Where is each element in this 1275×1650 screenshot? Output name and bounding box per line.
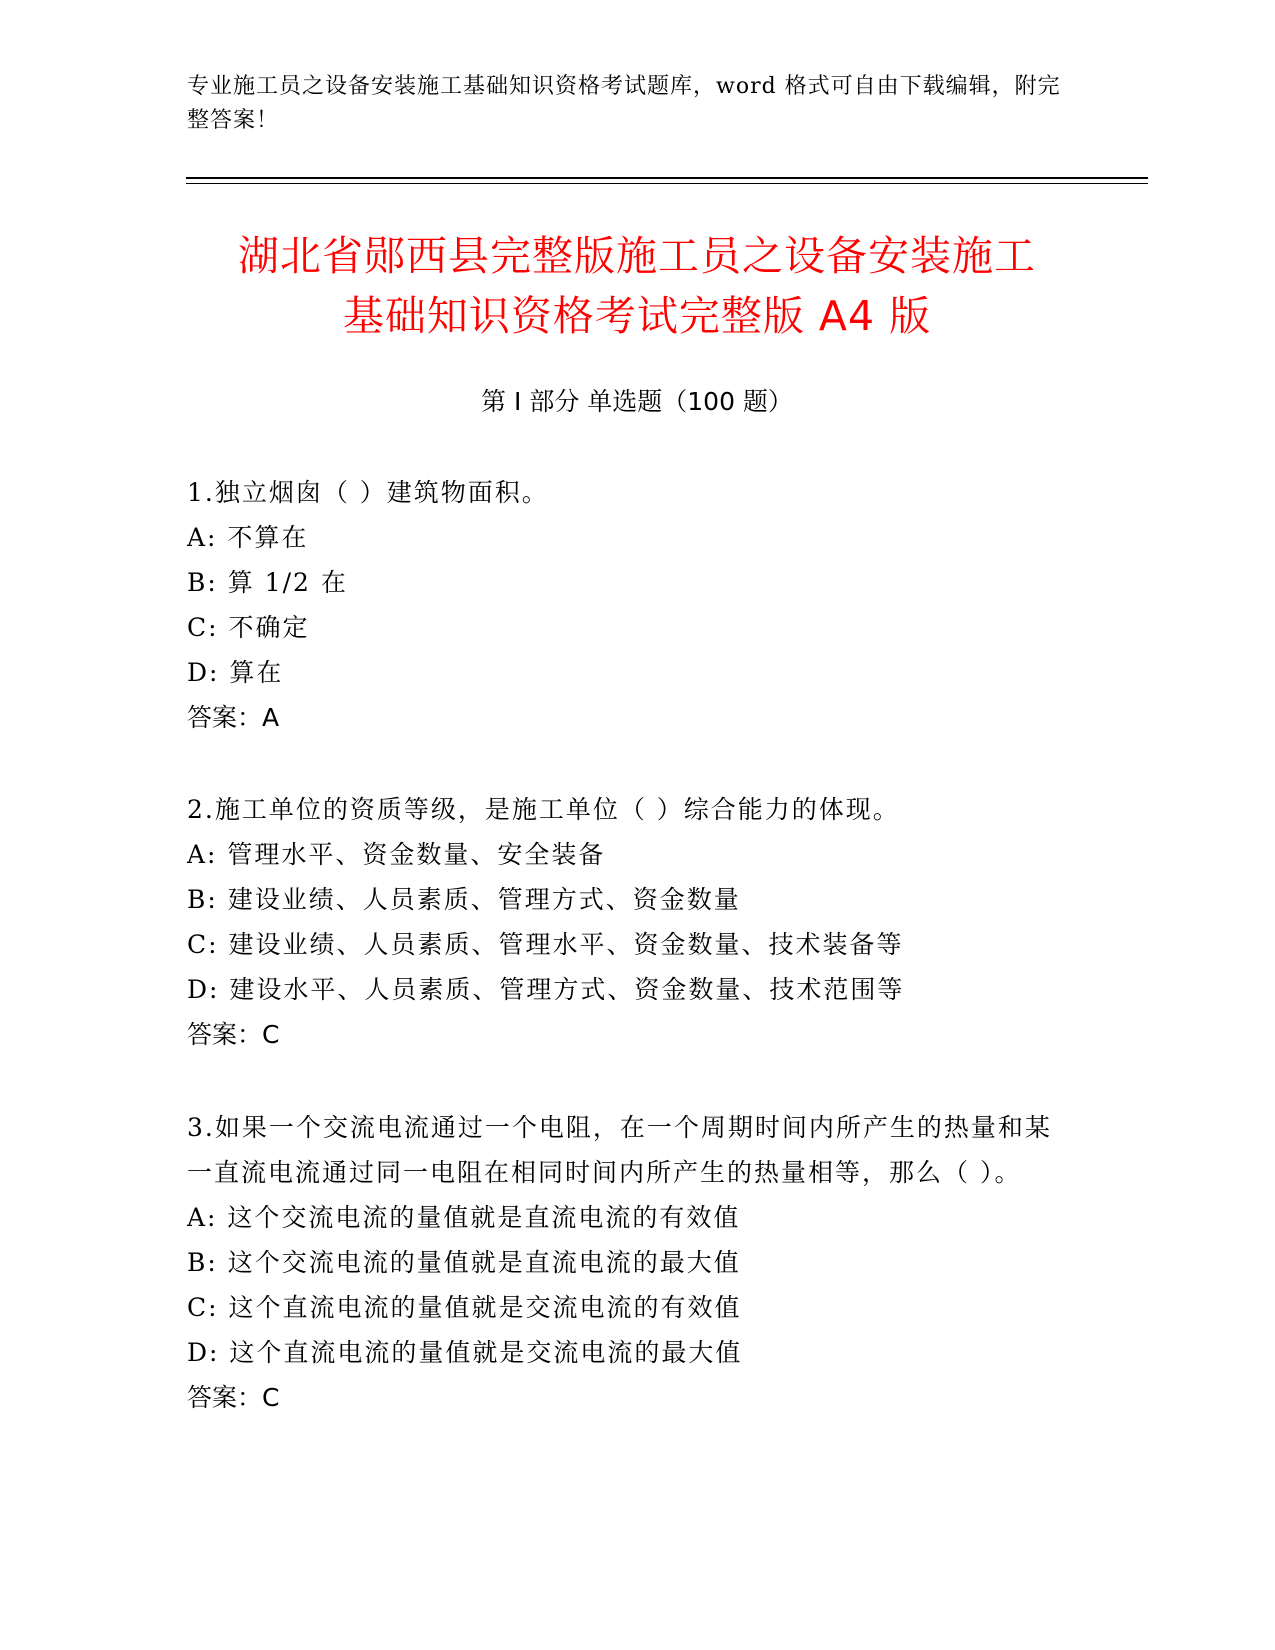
header-note: 专业施工员之设备安装施工基础知识资格考试题库，word 格式可自由下载编辑，附完整答案！ [187,74,1061,133]
option-d: D: 建设水平、人员素质、管理方式、资金数量、技术范围等 [187,975,905,1004]
option-d: D: 这个直流电流的量值就是交流电流的最大值 [187,1338,743,1367]
option-c: C: 建设业绩、人员素质、管理水平、资金数量、技术装备等 [187,930,904,959]
option-a: A: 管理水平、资金数量、安全装备 [187,840,606,869]
answer-label: 答案：C [187,1020,280,1049]
question-stem: 3.如果一个交流电流通过一个电阻，在一个周期时间内所产生的热量和某一直流电流通过同一电阻在相同时间内所产生的热量相等，那么（ ）。 [187,1113,1052,1187]
question-1 [187,470,1067,740]
question-stem: 1.独立烟囱（ ）建筑物面积。 [187,478,549,507]
header-divider-thin [186,183,1148,184]
option-c: C: 不确定 [187,613,310,642]
option-b: B: 这个交流电流的量值就是直流电流的最大值 [187,1248,741,1277]
question-stem: 2.施工单位的资质等级，是施工单位（ ）综合能力的体现。 [187,795,900,824]
question-2 [187,787,1067,1057]
document-title-line-1: 湖北省郧西县完整版施工员之设备安装施工 [238,232,1036,280]
answer-label: 答案：A [187,703,280,732]
answer-label: 答案：C [187,1383,280,1412]
document-title [137,226,1137,346]
option-a: A: 不算在 [187,523,309,552]
section-title: 第 I 部分 单选题（100 题） [481,387,793,416]
option-b: B: 建设业绩、人员素质、管理方式、资金数量 [187,885,741,914]
document-title-line-2: 基础知识资格考试完整版 A4 版 [342,292,932,340]
header-divider-thick [186,177,1148,179]
option-a: A: 这个交流电流的量值就是直流电流的有效值 [187,1203,741,1232]
question-3 [187,1105,1067,1420]
option-b: B: 算 1/2 在 [187,568,348,597]
option-d: D: 算在 [187,658,284,687]
option-c: C: 这个直流电流的量值就是交流电流的有效值 [187,1293,742,1322]
